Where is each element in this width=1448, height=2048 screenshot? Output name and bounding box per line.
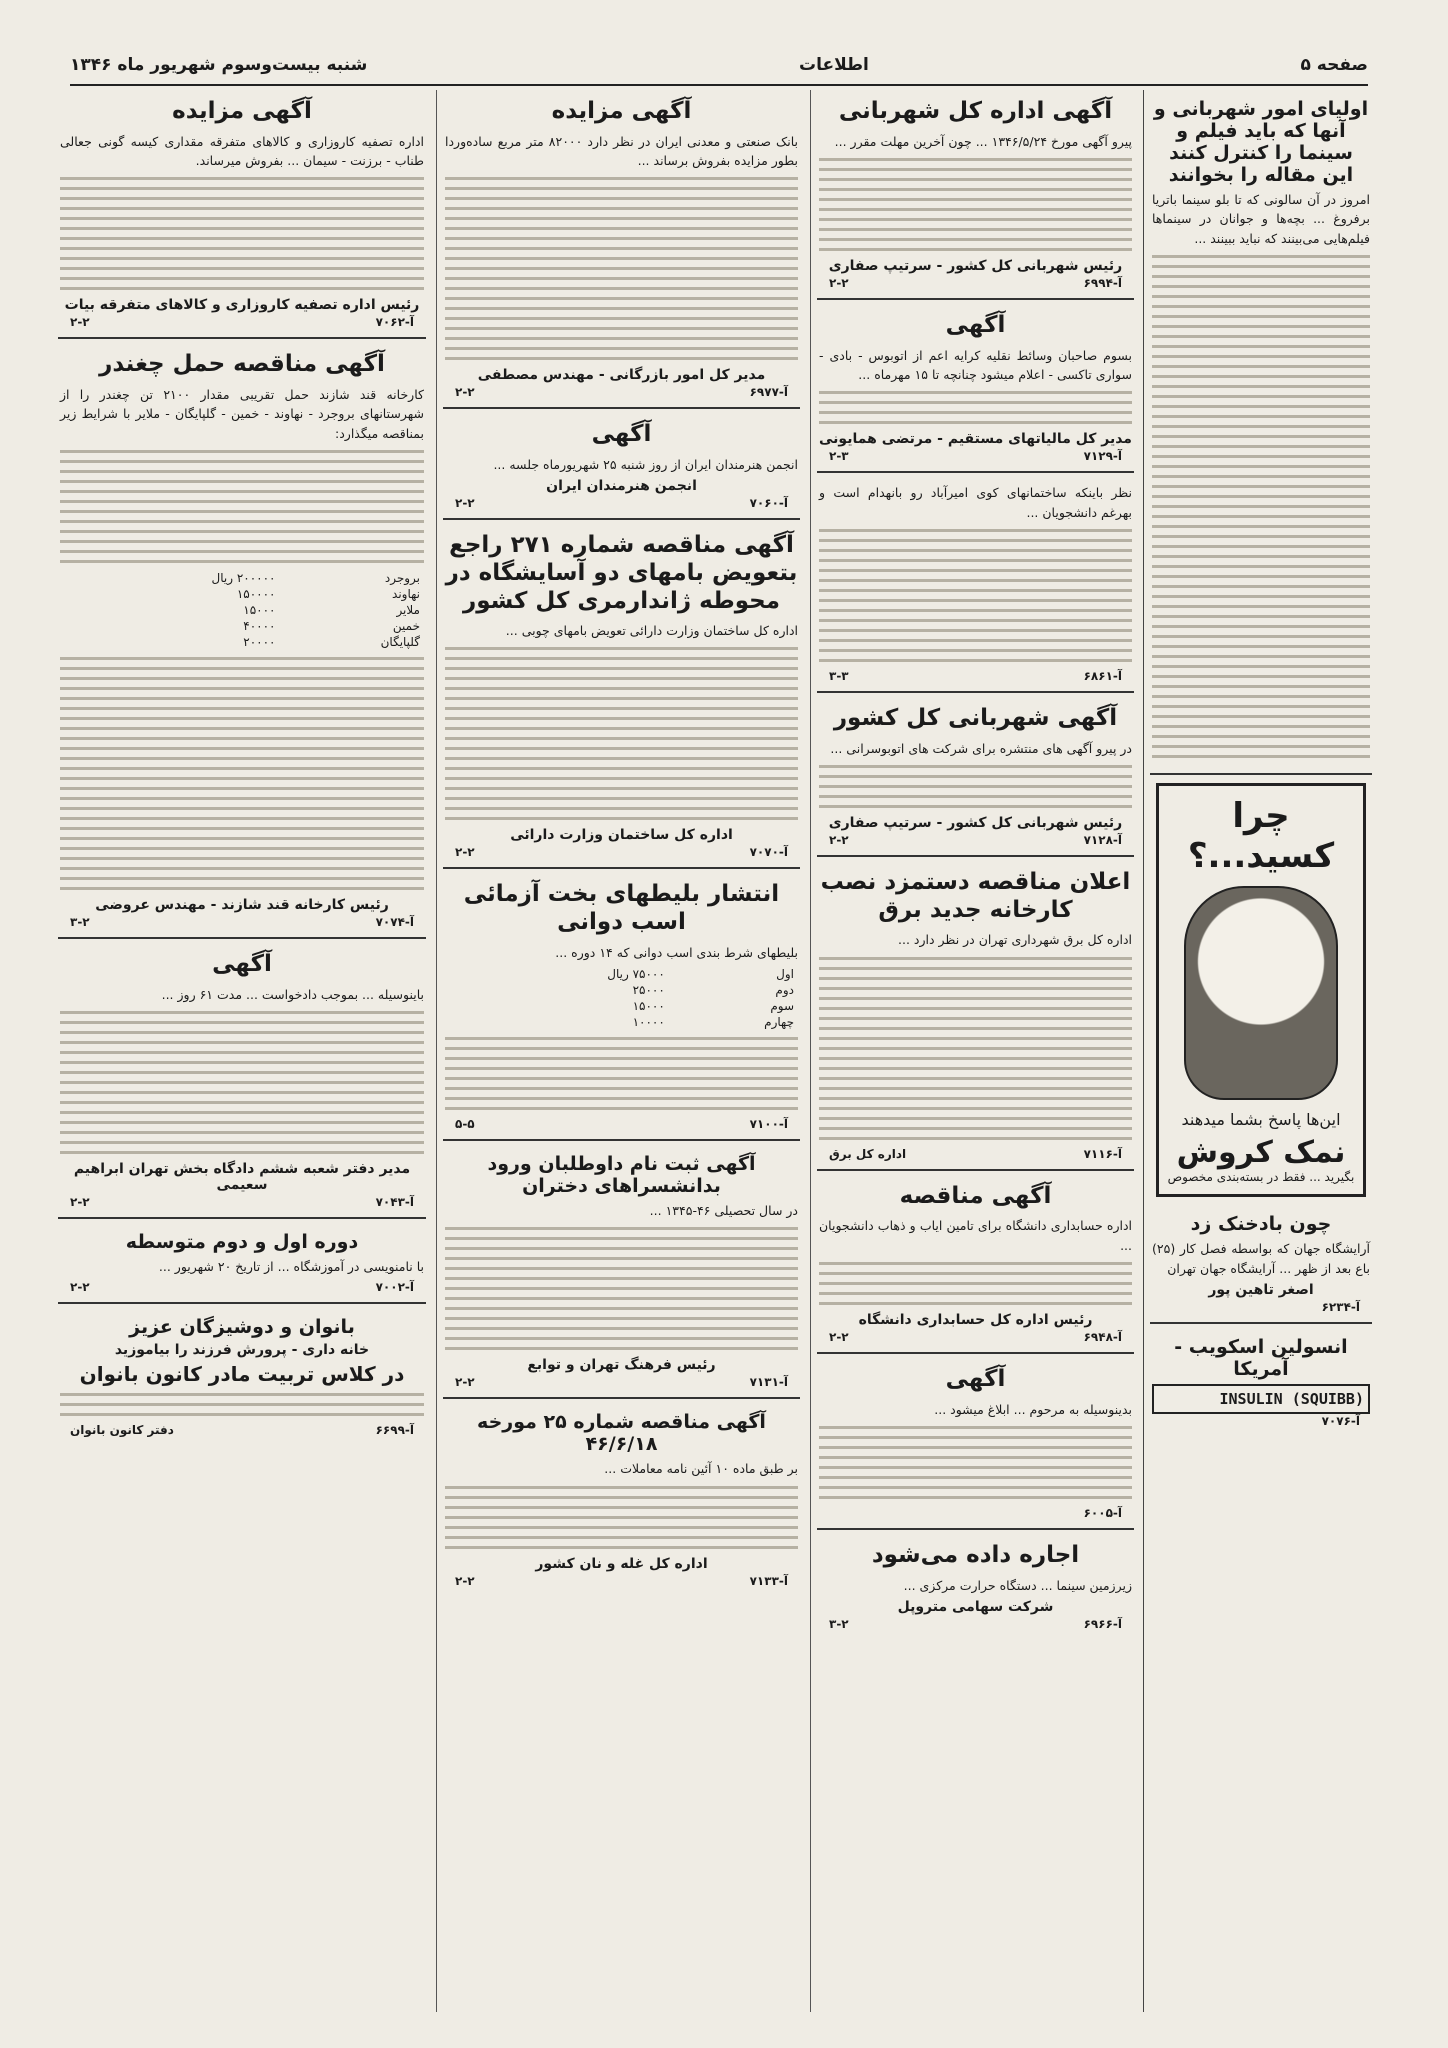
- ad-title: انتشار بلیطهای بخت آزمائی اسب دوانی: [463, 881, 780, 936]
- column-1: [1143, 90, 1378, 2012]
- banner-text: این‌ها پاسخ بشما میدهند: [1181, 1110, 1341, 1130]
- table-row: گلپایگان ۲۰۰۰۰: [243, 635, 420, 650]
- ad-title: آگهی مناقصه: [899, 1182, 1052, 1209]
- ad-headline: در کلاس تربیت مادر کانون بانوان: [79, 1362, 405, 1387]
- ad-title: آگهی: [591, 421, 652, 448]
- table-row: اول ۷۵۰۰۰ ریال: [607, 967, 794, 982]
- ad-body: با نامنویسی در آموزشگاه ... از تاریخ ۲۰ شهریور ...: [158, 1259, 424, 1275]
- ad-police-2: آگهی شهربانی کل کشور در پیرو آگهی های منتشره برای شرکت های اتوبوسرانی ... رئیس شهربانی کل کشور - سرتیپ صفاری آ-۷۱۲۸ ۲-۲: [817, 697, 1134, 857]
- ad-tender-university: آگهی مناقصه اداره حسابداری دانشگاه برای تامین ایاب و ذهاب دانشجویان ... رئیس اداره کل حسابداری دانشگاه آ-۶۹۴۸ ۲-۲: [817, 1175, 1134, 1354]
- brand-note: بگیرید ... فقط در بسته‌بندی مخصوص: [1167, 1170, 1355, 1185]
- ad-body: بر طبق ماده ۱۰ آئین نامه معاملات ...: [604, 1461, 798, 1477]
- ad-title: آگهی ثبت نام داوطلبان ورود بدانشسراهای دختران: [487, 1153, 756, 1198]
- ad-signature: مدیر دفتر شعبه ششم دادگاه بخش تهران ابراهیم سعیمی: [73, 1161, 411, 1194]
- banner-headline: چرا کسید...؟: [1187, 796, 1335, 877]
- issue-date: شنبه بیست‌وسوم شهریور ماه ۱۳۴۶: [70, 55, 368, 75]
- ad-code: آ-۶۸۶۱: [1083, 669, 1122, 684]
- paper-name: اطلاعات: [799, 55, 869, 75]
- ad-body: اداره حسابداری دانشگاه برای تامین ایاب و ذهاب دانشجویان ...: [819, 1218, 1132, 1253]
- ad-title: آگهی مناقصه شماره ۲۵ مورخه ۴۶/۶/۱۸: [477, 1411, 766, 1456]
- ad-roofs-tender: آگهی مناقصه شماره ۲۷۱ راجع بتعویض بامهای دو آسایشگاه در محوطه ژاندارمری کل کشور اداره کل ساختمان وزارت دارائی تعویض بامهای چوبی ... اداره کل ساختمان وزارت دارائی آ-۷۰۷۰ ۲-۲: [443, 524, 800, 869]
- ad-title: آگهی مزایده: [172, 98, 312, 124]
- ad-signature: اداره کل برق: [829, 1146, 907, 1161]
- table-row: چهارم ۱۰۰۰۰: [632, 1015, 794, 1030]
- ad-title: آگهی: [945, 1365, 1006, 1392]
- ad-body: نظر باینکه ساختمانهای کوی امیرآباد رو بانهدام است و بهرغم دانشجویان ...: [819, 485, 1132, 520]
- ad-signature: دفتر کانون بانوان: [70, 1423, 174, 1438]
- ad-signature: رئیس شهربانی کل کشور - سرتیپ صفاری: [828, 815, 1123, 832]
- ad-body: بسوم صاحبان وسائط نقلیه کرایه اعم از اتوبوس - بادی - سواری تاکسی - اعلام میشود چنانچه تا ۱۵ مهرماه ...: [819, 347, 1132, 382]
- ad-grain-tender: آگهی مناقصه شماره ۲۵ مورخه ۴۶/۶/۱۸ بر طبق ماده ۱۰ آئین نامه معاملات ... اداره کل غله و نان کشور آ-۷۱۳۳ ۲-۲: [443, 1403, 800, 1595]
- ad-code: آ-۷۱۳۳: [749, 1573, 788, 1588]
- ad-code: آ-۶۶۹۹: [375, 1423, 414, 1438]
- ad-rent: اجاره داده می‌شود زیرزمین سینما ... دستگاه حرارت مرکزی ... شرکت سهامی متروپل آ-۶۹۶۶ ۳-۲: [817, 1534, 1134, 1639]
- table-row: سوم ۱۵۰۰۰: [632, 999, 794, 1014]
- ad-signature: مدیر کل مالیاتهای مستقیم - مرتضی همایونی: [819, 431, 1132, 448]
- ad-body: بلیطهای شرط بندی اسب دوانی که ۱۴ دوره ...: [555, 944, 798, 960]
- ad-title: اولیای امور شهربانی و آنها که باید فیلم و سینما را کنترل کنند این مقاله را بخوانند: [1153, 98, 1369, 186]
- ad-code: آ-۶۹۴۸: [1083, 1329, 1122, 1344]
- ad-body: انجمن هنرمندان ایران از روز شنبه ۲۵ شهریورماه جلسه ...: [493, 456, 798, 472]
- ad-title: دوره اول و دوم متوسطه: [125, 1231, 359, 1254]
- column-2: [810, 90, 1140, 2012]
- ad-code: آ-۶۰۰۵: [1083, 1505, 1122, 1520]
- table-row: بروجرد ۲۰۰۰۰۰ ریال: [211, 571, 420, 586]
- ad-code: آ-۶۲۳۴: [1321, 1299, 1360, 1314]
- ad-auction-goods: آگهی مزایده اداره تصفیه کاروزاری و کالاهای متفرقه مقداری کیسه گونی جعالی طناب - برزنت - سیمان ... بفروش میرساند. رئیس اداره تصفیه کاروزاری و کالاهای متفرقه بیات آ-۷۰۶۲ ۲-۲: [58, 90, 426, 339]
- brand-name: نمک کروش: [1176, 1135, 1346, 1171]
- ad-women-center: [58, 1308, 426, 1445]
- ad-body: باینوسیله ... بموجب دادخواست ... مدت ۶۱ روز ...: [161, 986, 424, 1002]
- ad-code: آ-۶۹۷۷: [749, 385, 788, 400]
- ad-signature: رئیس اداره تصفیه کاروزاری و کالاهای متفرقه بیات: [64, 297, 420, 314]
- ad-code: آ-۷۰۶۲: [375, 315, 414, 330]
- ad-code: آ-۷۱۱۶: [1083, 1146, 1122, 1161]
- ad-code: آ-۷۰۷۰: [749, 845, 788, 860]
- ad-body: پیرو آگهی مورخ ۱۳۴۶/۵/۲۴ ... چون آخرین مهلت مقرر ...: [834, 133, 1132, 149]
- ad-signature: رئیس کارخانه قند شازند - مهندس عروضی: [95, 897, 389, 914]
- ad-body: در سال تحصیلی ۴۶-۱۳۴۵ ...: [649, 1203, 798, 1219]
- ad-code: آ-۷۱۰۰: [749, 1117, 788, 1132]
- ad-salt-banner: [1156, 783, 1366, 1197]
- ad-body: کارخانه قند شازند حمل تقریبی مقدار ۲۱۰۰ تن چغندر را از شهرستانهای بروجرد - نهاوند - خمین - گلپایگان - ملایر با شرایط زیر بمناقصه میگذارد:: [60, 386, 424, 441]
- ad-code: آ-۷۰۷۶: [1321, 1413, 1360, 1428]
- ad-auction-bank: آگهی مزایده بانک صنعتی و معدنی ایران در نظر دارد ۸۲۰۰۰ متر مربع ساده‌وردا بطور مزایده بفروش برساند ... مدیر کل امور بازرگانی - مهندس مصطفی آ-۶۹۷۷ ۲-۲: [443, 90, 800, 409]
- ad-body: امروز در آن سالونی که تا بلو سینما باتریا برفروغ ... بچه‌ها و جوانان در سینماها فیلم‌هایی می‌بینند که نباید ببینند ...: [1152, 192, 1370, 246]
- ad-title: چون بادخنک زد: [1190, 1213, 1332, 1236]
- ad-code: آ-۷۰۷۴: [375, 915, 414, 930]
- ad-title: آگهی مناقصه حمل چغندر: [99, 351, 385, 378]
- masthead: [70, 52, 1368, 86]
- ad-body: بانک صنعتی و معدنی ایران در نظر دارد ۸۲۰۰۰ متر مربع ساده‌وردا بطور مزایده بفروش برساند ...: [445, 133, 798, 168]
- ad-notice: [817, 1358, 1134, 1530]
- ad-signature: رئیس اداره کل حسابداری دانشگاه: [858, 1311, 1093, 1328]
- ad-title: اجاره داده می‌شود: [871, 1541, 1080, 1568]
- ad-title: آگهی: [212, 951, 272, 978]
- ad-signature: رئیس شهربانی کل کشور - سرتیپ صفاری: [828, 257, 1123, 274]
- ad-title: آگهی: [945, 311, 1006, 338]
- ad-lottery: انتشار بلیطهای بخت آزمائی اسب دوانی بلیطهای شرط بندی اسب دوانی که ۱۴ دوره ... اول ۷۵۰۰۰ ریال دوم ۲۵۰۰۰ سوم ۱۵۰۰۰ چهارم ۱۰۰۰۰ آ-۷۱۰۰ ۵-۵: [443, 873, 800, 1141]
- ad-code: آ-۶۹۶۶: [1083, 1616, 1122, 1631]
- ad-subtitle: خانه داری - پرورش فرزند را بیاموزید: [114, 1342, 370, 1359]
- ad-code: آ-۷۱۲۹: [1083, 449, 1122, 464]
- table-row: خمین ۴۰۰۰۰: [243, 619, 420, 634]
- ad-signature: شرکت سهامی متروپل: [897, 1598, 1054, 1615]
- ad-signature: مدیر کل امور بازرگانی - مهندس مصطفی: [477, 367, 766, 384]
- ad-teachers-college: آگهی ثبت نام داوطلبان ورود بدانشسراهای دختران در سال تحصیلی ۴۶-۱۳۴۵ ... رئیس فرهنگ تهران و توابع آ-۷۱۳۱ ۲-۲: [443, 1145, 800, 1399]
- insulin-brand: INSULIN (SQUIBB): [1152, 1384, 1370, 1414]
- ad-title: انسولین اسکویب - آمریکا: [1174, 1335, 1348, 1380]
- ad-code: آ-۷۱۳۱: [749, 1375, 788, 1390]
- ad-signature: رئیس فرهنگ تهران و توابع: [527, 1357, 716, 1374]
- ad-body: اداره تصفیه کاروزاری و کالاهای متفرقه مقداری کیسه گونی جعالی طناب - برزنت - سیمان ... بفروش میرساند.: [60, 133, 424, 168]
- ad-code: آ-۷۱۲۸: [1083, 833, 1122, 848]
- ad-title: آگهی مناقصه شماره ۲۷۱ راجع بتعویض بامهای دو آسایشگاه در محوطه ژاندارمری کل کشور: [445, 532, 798, 614]
- ad-title: آگهی اداره کل شهربانی: [838, 98, 1113, 124]
- ad-taxes: آگهی بسوم صاحبان وسائط نقلیه کرایه اعم از اتوبوس - بادی - سواری تاکسی - اعلام میشود چنانچه تا ۱۵ مهرماه ... مدیر کل مالیاتهای مستقیم - مرتضی همایونی آ-۷۱۲۹ ۲-۳: [817, 304, 1134, 473]
- table-row: نهاوند ۱۵۰۰۰۰: [236, 587, 420, 602]
- ad-signature: اداره کل ساختمان وزارت دارائی: [510, 827, 733, 844]
- ad-body: اداره کل ساختمان وزارت دارائی تعویض بامهای چوبی ...: [505, 623, 798, 639]
- ad-body: بدینوسیله به مرحوم ... ابلاغ میشود ...: [934, 1401, 1132, 1417]
- column-4: [52, 90, 432, 2012]
- ad-body: اداره کل برق شهرداری تهران در نظر دارد ...: [898, 932, 1132, 948]
- ad-code: آ-۷۰۶۰: [749, 496, 788, 511]
- ad-court-notice: آگهی باینوسیله ... بموجب دادخواست ... مدت ۶۱ روز ... مدیر دفتر شعبه ششم دادگاه بخش تهران ابراهیم سعیمی آ-۷۰۴۳ ۲-۲: [58, 943, 426, 1219]
- ad-code: آ-۷۰۰۲: [375, 1280, 414, 1295]
- ad-code: آ-۶۹۹۴: [1083, 275, 1122, 290]
- ad-title: آگهی مزایده: [551, 98, 692, 124]
- ad-title: بانوان و دوشیزگان عزیز: [129, 1316, 355, 1339]
- ad-title: اعلان مناقصه دستمزد نصب کارخانه جدید برق: [820, 869, 1131, 923]
- face-illustration: [1184, 886, 1338, 1100]
- ad-beet-transport: آگهی مناقصه حمل چغندر کارخانه قند شازند حمل تقریبی مقدار ۲۱۰۰ تن چغندر را از شهرستانهای بروجرد - نهاوند - خمین - گلپایگان - ملایر با شرایط زیر بمناقصه میگذارد: بروجرد ۲۰۰۰۰۰ ریال نهاوند ۱۵۰۰۰۰ ملایر ۱۵۰۰۰ خمین ۴۰۰۰۰ گلپایگان ۲۰۰۰۰ رئیس کارخانه قند شازند - مهندس عروضی آ-۷۰۷۴ ۳-۲: [58, 343, 426, 939]
- ad-signature: انجمن هنرمندان ایران: [546, 478, 697, 495]
- ad-police-1: آگهی اداره کل شهربانی پیرو آگهی مورخ ۱۳۴۶/۵/۲۴ ... چون آخرین مهلت مقرر ... رئیس شهربانی کل کشور - سرتیپ صفاری آ-۶۹۹۴ ۲-۲: [817, 90, 1134, 300]
- ad-school: دوره اول و دوم متوسطه با نامنویسی در آموزشگاه ... از تاریخ ۲۰ شهریور ... آ-۷۰۰۲ ۲-۲: [58, 1223, 426, 1304]
- table-row: دوم ۲۵۰۰۰: [632, 983, 794, 998]
- ad-body: زیرزمین سینما ... دستگاه حرارت مرکزی ...: [903, 1577, 1132, 1593]
- ad-artists: آگهی انجمن هنرمندان ایران از روز شنبه ۲۵ شهریورماه جلسه ... انجمن هنرمندان ایران آ-۷۰۶۰ ۲-۲: [443, 413, 800, 520]
- table-row: ملایر ۱۵۰۰۰: [243, 603, 420, 618]
- ad-signature: اصغر تاهین پور: [1208, 1281, 1314, 1298]
- prize-table: [445, 966, 798, 1030]
- ad-power-plant: [817, 861, 1134, 1171]
- ad-barber: [1150, 1205, 1372, 1324]
- ad-title: آگهی شهربانی کل کشور: [833, 705, 1118, 732]
- page-number: صفحه ۵: [1300, 55, 1368, 75]
- ad-signature: اداره کل غله و نان کشور: [535, 1555, 708, 1572]
- ad-body: آرایشگاه جهان که بواسطه فصل کار (۲۵) باع بعد از ظهر ... آرایشگاه جهان تهران: [1152, 1241, 1370, 1276]
- ad-cinema-article: [1150, 90, 1372, 775]
- ad-body: در پیرو آگهی های منتشره برای شرکت های اتوبوسرانی ...: [830, 740, 1132, 756]
- column-3: [436, 90, 806, 2012]
- ad-insulin: [1150, 1328, 1372, 1436]
- ad-university-housing: نظر باینکه ساختمانهای کوی امیرآباد رو بانهدام است و بهرغم دانشجویان ... آ-۶۸۶۱ ۳-۳: [817, 477, 1134, 693]
- ad-code: آ-۷۰۴۳: [375, 1195, 414, 1210]
- deposit-table: [60, 570, 424, 650]
